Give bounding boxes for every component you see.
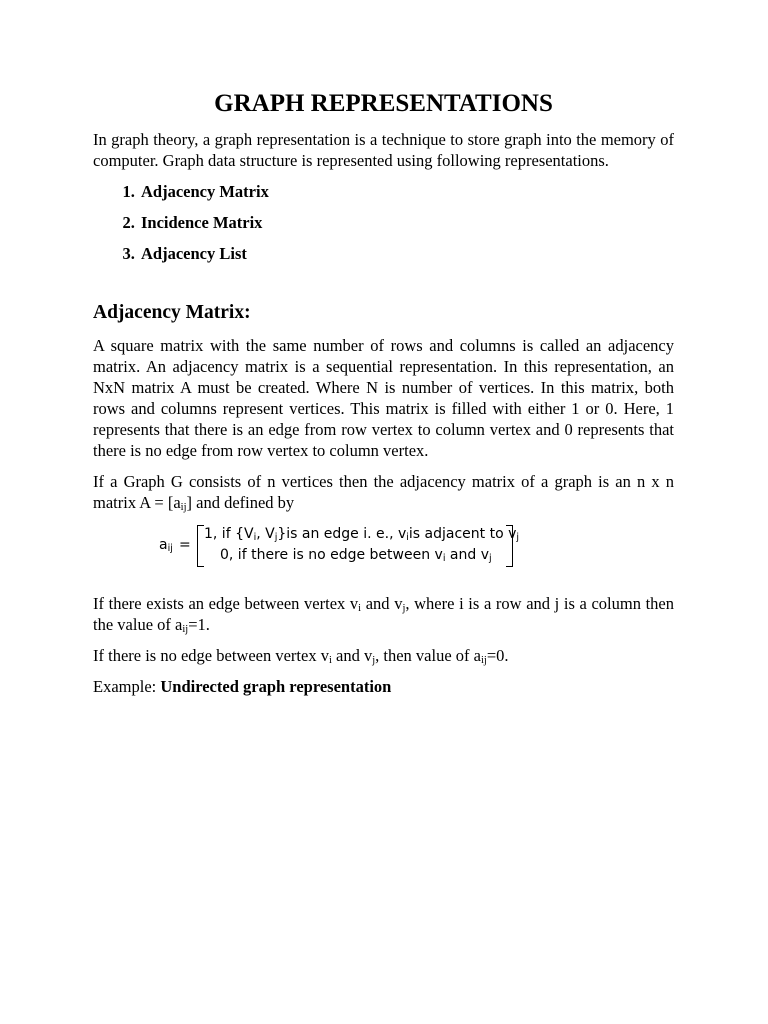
formula-lhs (159, 537, 173, 553)
text-span: }is an edge i. e., v (277, 526, 407, 542)
subscript: j (372, 655, 376, 666)
graph-definition-paragraph (93, 471, 674, 513)
subscript: j (402, 603, 406, 614)
subscript: ij (180, 502, 187, 513)
text-span: =1. (188, 615, 210, 634)
text-span: , V (256, 526, 275, 542)
formula-equals: = (179, 537, 191, 553)
subscript: ij (480, 655, 487, 666)
subscript: ij (167, 543, 173, 554)
subscript: ij (182, 624, 189, 635)
text-span: ] and defined by (186, 493, 295, 512)
right-bracket (506, 525, 513, 567)
formula-row-2 (220, 547, 492, 563)
text-span: If there exists an edge between vertex v (93, 594, 359, 613)
intro-paragraph: In graph theory, a graph representation is a technique to store graph into the memory of computer. Graph data structure is represented using following representations. (93, 130, 674, 170)
left-bracket (197, 525, 204, 567)
text-span: =0. (486, 646, 509, 665)
subscript: j (516, 532, 520, 543)
text-span: , then value of a (375, 646, 481, 665)
text-span: 1, if {V (204, 526, 254, 542)
representations-list (93, 181, 674, 264)
adjacency-matrix-heading: Adjacency Matrix: (93, 302, 251, 323)
subscript: j (274, 532, 278, 543)
text-span: is adjacent to v (408, 526, 517, 542)
adjacency-formula (93, 523, 674, 573)
text-span: If a Graph G consists of n vertices then the adjacency matrix of a graph is an n x n matrix A = [a (93, 472, 674, 512)
adjacency-paragraph: A square matrix with the same number of rows and columns is called an adjacency matrix. An adjacency matrix is a sequential representation. In this representation, an NxN matrix A must be created. Where N is number of vertices. In this matrix, both rows and columns represent vertices. This matrix is filled with either 1 or 0. Here, 1 represents that there is an edge from row vertex to column vertex and 0 represents that there is no edge from row vertex to column vertex. (93, 336, 674, 460)
text-span: a (159, 537, 168, 553)
example-line (93, 676, 674, 697)
list-item: 1. Adjacency Matrix (139, 181, 674, 202)
subscript: i (406, 532, 409, 543)
text-span: and v (361, 594, 403, 613)
page-title: GRAPH REPRESENTATIONS (214, 90, 553, 117)
edge-paragraph (93, 593, 674, 635)
no-edge-paragraph (93, 645, 674, 666)
text-span: 0, if there is no edge between v (220, 547, 443, 563)
text-span: , where i is a row and j is a column then the value of a (93, 594, 675, 634)
subscript: j (488, 553, 492, 564)
text-span: and v (331, 646, 373, 665)
example-label: Example: (93, 677, 161, 696)
example-title: Undirected graph representation (160, 677, 392, 696)
subscript: i (253, 532, 257, 543)
text-span: and v (445, 547, 489, 563)
formula-row-1 (204, 526, 519, 542)
list-item: 3. Adjacency List (139, 243, 674, 264)
subscript: i (328, 655, 332, 666)
text-span: If there is no edge between vertex v (93, 646, 329, 665)
document-page (93, 88, 674, 697)
subscript: i (442, 553, 446, 564)
subscript: i (358, 603, 362, 614)
list-item: 2. Incidence Matrix (139, 212, 674, 233)
